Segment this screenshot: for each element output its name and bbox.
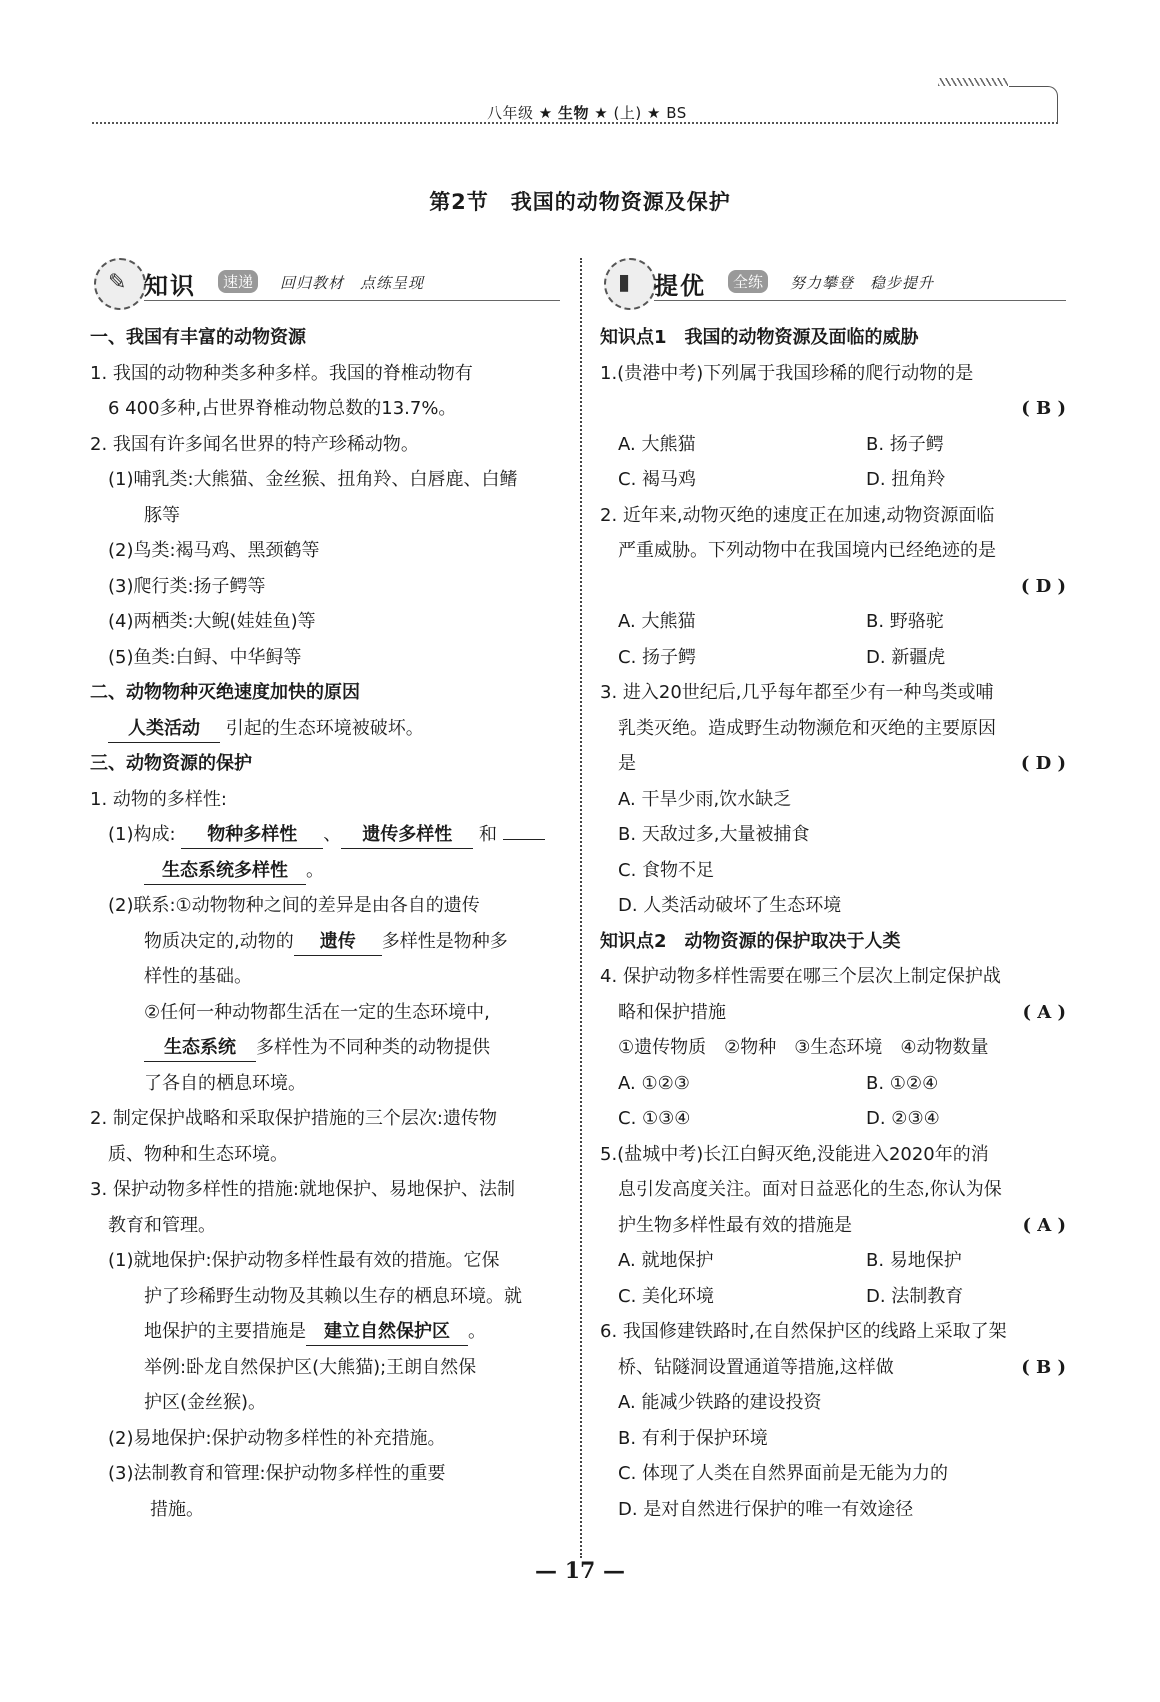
header-meta: 八年级 ★ 生物 ★ (上) ★ BS — [487, 104, 687, 122]
option: B. 易地保护 — [866, 1250, 962, 1271]
question-stem: ①遗传物质 ②物种 ③生态环境 ④动物数量 — [618, 1037, 989, 1058]
banner-tagline: 努力攀登 稳步提升 — [790, 274, 935, 292]
option: A. 就地保护 — [618, 1250, 714, 1271]
text-line: 2. 我国有许多闻名世界的特产珍稀动物。 — [90, 433, 419, 455]
answer-choice: ( A ) — [1022, 1001, 1066, 1023]
question-stem — [600, 1208, 1066, 1244]
option: D. 扭角羚 — [866, 469, 946, 490]
text-line: 护了珍稀野生动物及其赖以生存的栖息环境。就 — [144, 1285, 522, 1307]
text-line: (3)法制教育和管理:保护动物多样性的重要 — [108, 1463, 446, 1484]
knowledge-point-heading: 知识点1 我国的动物资源及面临的威胁 — [600, 327, 919, 348]
header-subject: 生物 — [558, 104, 590, 122]
question-stem: 4. 保护动物多样性需要在哪三个层次上制定保护战 — [600, 966, 1001, 987]
header-dotted-rule — [92, 122, 1058, 124]
options-row — [600, 1243, 1066, 1279]
options-row — [600, 640, 1066, 676]
text-line: (3)爬行类:扬子鳄等 — [108, 575, 266, 597]
text-fragment: 引起的生态环境被破坏。 — [225, 717, 424, 739]
text-fragment: 是 — [618, 753, 636, 774]
question-stem: 1.(贵港中考)下列属于我国珍稀的爬行动物的是 — [600, 362, 974, 384]
text-line: 质、物种和生态环境。 — [108, 1143, 288, 1165]
text-fragment: 。 — [306, 859, 324, 881]
knowledge-banner — [90, 256, 560, 312]
option: B. 有利于保护环境 — [618, 1427, 768, 1449]
text-fragment: 、 — [323, 824, 342, 845]
option: B. 野骆驼 — [866, 611, 944, 632]
answer-choice: ( D ) — [1020, 575, 1066, 597]
option: B. 扬子鳄 — [866, 433, 944, 455]
options-row — [600, 1101, 1066, 1137]
text-line: 1. 动物的多样性: — [90, 788, 227, 810]
option: A. 大熊猫 — [618, 611, 696, 632]
option: D. 是对自然进行保护的唯一有效途径 — [618, 1498, 914, 1520]
option: D. ②③④ — [866, 1108, 940, 1129]
text-line: (2)联系:①动物物种之间的差异是由各自的遗传 — [108, 895, 480, 916]
question-stem: 3. 进入20世纪后,几乎每年都至少有一种鸟类或哺 — [600, 682, 994, 703]
answer-blank: 物种多样性 — [181, 822, 323, 849]
section-heading: 一、我国有丰富的动物资源 — [90, 327, 306, 348]
answer-blank: 遗传多样性 — [341, 822, 473, 849]
banner-rule — [144, 300, 560, 301]
text-fragment: 。 — [468, 1321, 486, 1342]
question-stem — [600, 995, 1066, 1031]
answer-choice: ( B ) — [1021, 398, 1066, 419]
option: D. 法制教育 — [866, 1285, 964, 1307]
answer-blank: 生态系统 — [144, 1035, 256, 1062]
text-line: ②任何一种动物都生活在一定的生态环境中, — [144, 1001, 490, 1023]
answer-blank: 建立自然保护区 — [306, 1319, 468, 1346]
options-row — [600, 1066, 1066, 1102]
text-line: (1)哺乳类:大熊猫、金丝猴、扭角羚、白唇鹿、白鳍 — [108, 469, 518, 490]
text-fragment: 和 — [479, 824, 498, 845]
question-stem: 5.(盐城中考)长江白鲟灭绝,没能进入2020年的消 — [600, 1143, 989, 1165]
page-title: 第2节 我国的动物资源及保护 — [429, 190, 731, 214]
text-fragment: 多样性是物种多 — [381, 930, 508, 952]
answer-choice: ( B ) — [1021, 1356, 1066, 1378]
banner-sub: 速递 — [218, 270, 258, 293]
book-icon: ✎ — [108, 270, 127, 295]
bar-chart-icon: ▮ — [618, 270, 631, 295]
banner-tagline: 回归教材 点练呈现 — [280, 274, 425, 292]
option: A. ①②③ — [618, 1072, 690, 1094]
answer-blank: 遗传 — [294, 929, 382, 956]
text-fragment: 多样性为不同种类的动物提供 — [256, 1037, 490, 1058]
option: D. 人类活动破坏了生态环境 — [618, 895, 842, 916]
header-grade: 八年级 — [487, 104, 534, 122]
option: A. 能减少铁路的建设投资 — [618, 1392, 822, 1413]
page-number: — 17 — — [535, 1558, 625, 1584]
text-line — [90, 853, 560, 889]
options-row — [600, 1279, 1066, 1315]
text-fragment: 护生物多样性最有效的措施是 — [618, 1214, 852, 1236]
page-header — [92, 72, 1058, 124]
option: D. 新疆虎 — [866, 646, 946, 668]
answer-blank: 生态系统多样性 — [144, 858, 306, 885]
practice-column — [600, 256, 1066, 1527]
header-corner — [1009, 86, 1058, 123]
option: A. 干旱少雨,饮水缺乏 — [618, 788, 792, 810]
text-line: 护区(金丝猴)。 — [144, 1392, 267, 1413]
header-stripes — [938, 78, 1008, 86]
text-line: 举例:卧龙自然保护区(大熊猫);王朗自然保 — [144, 1356, 477, 1378]
text-line: (2)鸟类:褐马鸡、黑颈鹤等 — [108, 540, 320, 561]
banner-label: 提优 — [654, 271, 706, 300]
banner-label: 知识 — [144, 271, 196, 300]
option: B. 天敌过多,大量被捕食 — [618, 824, 810, 845]
text-line: 豚等 — [144, 504, 180, 526]
option: C. 美化环境 — [618, 1285, 715, 1307]
section-heading: 三、动物资源的保护 — [90, 753, 252, 774]
text-line — [90, 1030, 560, 1066]
question-stem — [600, 1350, 1066, 1386]
text-line — [90, 924, 560, 960]
text-fragment: 桥、钻隧洞设置通道等措施,这样做 — [618, 1356, 894, 1378]
text-line — [90, 1314, 560, 1350]
option: B. ①②④ — [866, 1072, 939, 1094]
banner-sub: 全练 — [728, 270, 768, 293]
option: A. 大熊猫 — [618, 433, 696, 455]
text-line: 措施。 — [150, 1498, 204, 1520]
header-edition: BS — [666, 104, 687, 122]
text-fragment: 地保护的主要措施是 — [144, 1321, 306, 1342]
text-line: 2. 制定保护战略和采取保护措施的三个层次:遗传物 — [90, 1108, 497, 1129]
text-line — [90, 817, 560, 853]
option: C. 褐马鸡 — [618, 469, 697, 490]
text-fragment: (1)构成: — [108, 824, 176, 845]
column-divider — [580, 258, 582, 1558]
knowledge-point-heading: 知识点2 动物资源的保护取决于人类 — [600, 930, 901, 952]
text-line: 3. 保护动物多样性的措施:就地保护、易地保护、法制 — [90, 1179, 515, 1200]
question-stem: 严重威胁。下列动物中在我国境内已经绝迹的是 — [618, 540, 996, 561]
answer-choice: ( D ) — [1020, 753, 1066, 774]
question-stem: 息引发高度关注。面对日益恶化的生态,你认为保 — [618, 1179, 1002, 1200]
answer-blank: 人类活动 — [108, 716, 220, 743]
option: C. ①③④ — [618, 1108, 691, 1129]
text-line: (2)易地保护:保护动物多样性的补充措施。 — [108, 1427, 446, 1449]
text-line — [90, 711, 560, 747]
option: C. 食物不足 — [618, 859, 715, 881]
option: C. 扬子鳄 — [618, 646, 697, 668]
text-fragment: 略和保护措施 — [618, 1001, 726, 1023]
knowledge-column — [90, 256, 560, 1527]
text-line: 了各自的栖息环境。 — [144, 1072, 306, 1094]
header-volume: (上) — [613, 104, 642, 122]
text-line: (4)两栖类:大鲵(娃娃鱼)等 — [108, 611, 316, 632]
text-line: 样性的基础。 — [144, 966, 252, 987]
answer-line — [600, 391, 1066, 427]
answer-choice: ( A ) — [1022, 1214, 1066, 1236]
text-line: (5)鱼类:白鲟、中华鲟等 — [108, 646, 302, 668]
answer-blank-tail — [503, 839, 545, 840]
options-row — [600, 462, 1066, 498]
text-line: 6 400多种,占世界脊椎动物总数的13.7%。 — [108, 398, 457, 419]
question-stem: 6. 我国修建铁路时,在自然保护区的线路上采取了架 — [600, 1321, 1007, 1342]
text-line: 1. 我国的动物种类多种多样。我国的脊椎动物有 — [90, 362, 473, 384]
text-line: (1)就地保护:保护动物多样性最有效的措施。它保 — [108, 1250, 500, 1271]
text-line: 教育和管理。 — [108, 1214, 216, 1236]
question-stem — [600, 746, 1066, 782]
options-row — [600, 427, 1066, 463]
question-stem: 2. 近年来,动物灭绝的速度正在加速,动物资源面临 — [600, 504, 995, 526]
answer-line — [600, 569, 1066, 605]
question-stem: 乳类灭绝。造成野生动物濒危和灭绝的主要原因 — [618, 717, 996, 739]
section-heading: 二、动物物种灭绝速度加快的原因 — [90, 682, 360, 703]
option: C. 体现了人类在自然界面前是无能为力的 — [618, 1463, 949, 1484]
text-fragment: 物质决定的,动物的 — [144, 930, 294, 952]
practice-banner — [600, 256, 1066, 312]
banner-rule — [654, 300, 1066, 301]
options-row — [600, 604, 1066, 640]
